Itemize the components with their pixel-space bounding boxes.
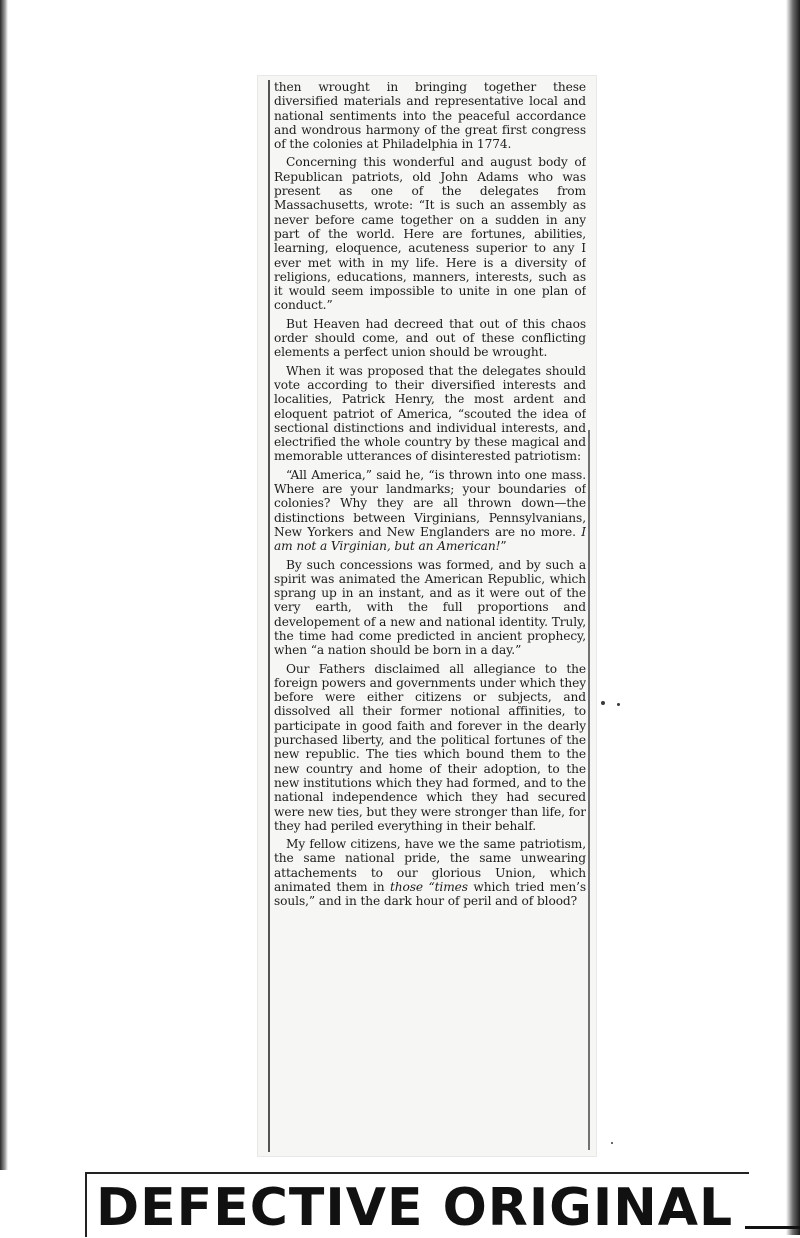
closing-text: My fellow citizens, have we the same patriotism, the same national pride, the same unwearing attachements to our glorious Union, which animated them in — [274, 837, 586, 895]
paragraph-concessions: By such concessions was formed, and by such a spirit was animated the American Republic, which sprang up in an instant, and as it were out of the very earth, with the full proportions and developement of a new and national identity. Truly, the time had come predicted in ancient prophecy, when “a nation should be born in a day.” — [274, 557, 586, 658]
clipping-right-border — [588, 430, 590, 1150]
scan-speck — [617, 703, 620, 706]
paragraph-fathers: Our Fathers disclaimed all allegiance to the foreign powers and governments under which they before were either citizens or subjects, and dissolved all their former notional affinities, to participate in good faith and forever in the dearly purchased liberty, and the political fortunes of the new republic. The ties which bound them to the new country and home of their adoption, to the new institutions which they had formed, and to the national independence which they had secured were new ties, but they were stronger than life, for they had periled everything in their behalf. — [274, 661, 586, 833]
scan-right-edge — [786, 0, 800, 1235]
clipping-left-border — [268, 80, 270, 1152]
paragraph-henry: When it was proposed that the delegates should vote according to their diversified interests and localities, Patrick Henry, the most ardent and eloquent patriot of America, “scouted the idea of sectional distinctions and individual interests, and electrified the whole country by these magical and memorable utterances of disinterested patriotism: — [274, 363, 586, 464]
scan-left-edge — [0, 0, 8, 1170]
scan-speck — [601, 701, 605, 705]
closing-italic: those “times — [389, 880, 468, 895]
scan-speck — [611, 1142, 613, 1144]
closing-end: which tried men’s souls,” and in the dark hour of peril and of blood? — [274, 880, 586, 909]
quote-text: “All America,” said he, “is thrown into one mass. Where are your landmarks; your boundaries of colonies? Why they are all thrown down—the distinctions between Virginians, Pennsylvanians, New Yorkers and New Englanders are no more. — [274, 467, 586, 539]
paragraph-fellow-citizens — [274, 837, 586, 908]
article-column — [274, 80, 586, 1156]
paragraph-adams: Concerning this wonderful and august body of Republican patriots, old John Adams who was present as one of the delegates from Massachusetts, wrote: “It is such an assembly as never before came together on a sudden in any part of the world. Here are fortunes, abilities, learning, eloquence, acuteness superior to any I ever met with in my life. Here is a diversity of religions, educations, manners, interests, such as it would seem impossible to unite in one plan of conduct.” — [274, 155, 586, 313]
paragraph-congress: then wrought in bringing together these diversified materials and representative local and national sentiments into the peaceful accordance and wondrous harmony of the great first congress of the colonies at Philadelphia in 1774. — [274, 80, 586, 152]
paragraph-henry-quote — [274, 468, 586, 554]
quote-close: ” — [500, 539, 507, 554]
paragraph-heaven: But Heaven had decreed that out of this chaos order should come, and out of these conflicting elements a perfect union should be wrought. — [274, 316, 586, 360]
stamp-underline — [745, 1226, 800, 1229]
defective-original-stamp: DEFECTIVE ORIGINAL — [96, 1178, 734, 1238]
quote-italic: I am not a Virginian, but an American! — [274, 524, 586, 554]
